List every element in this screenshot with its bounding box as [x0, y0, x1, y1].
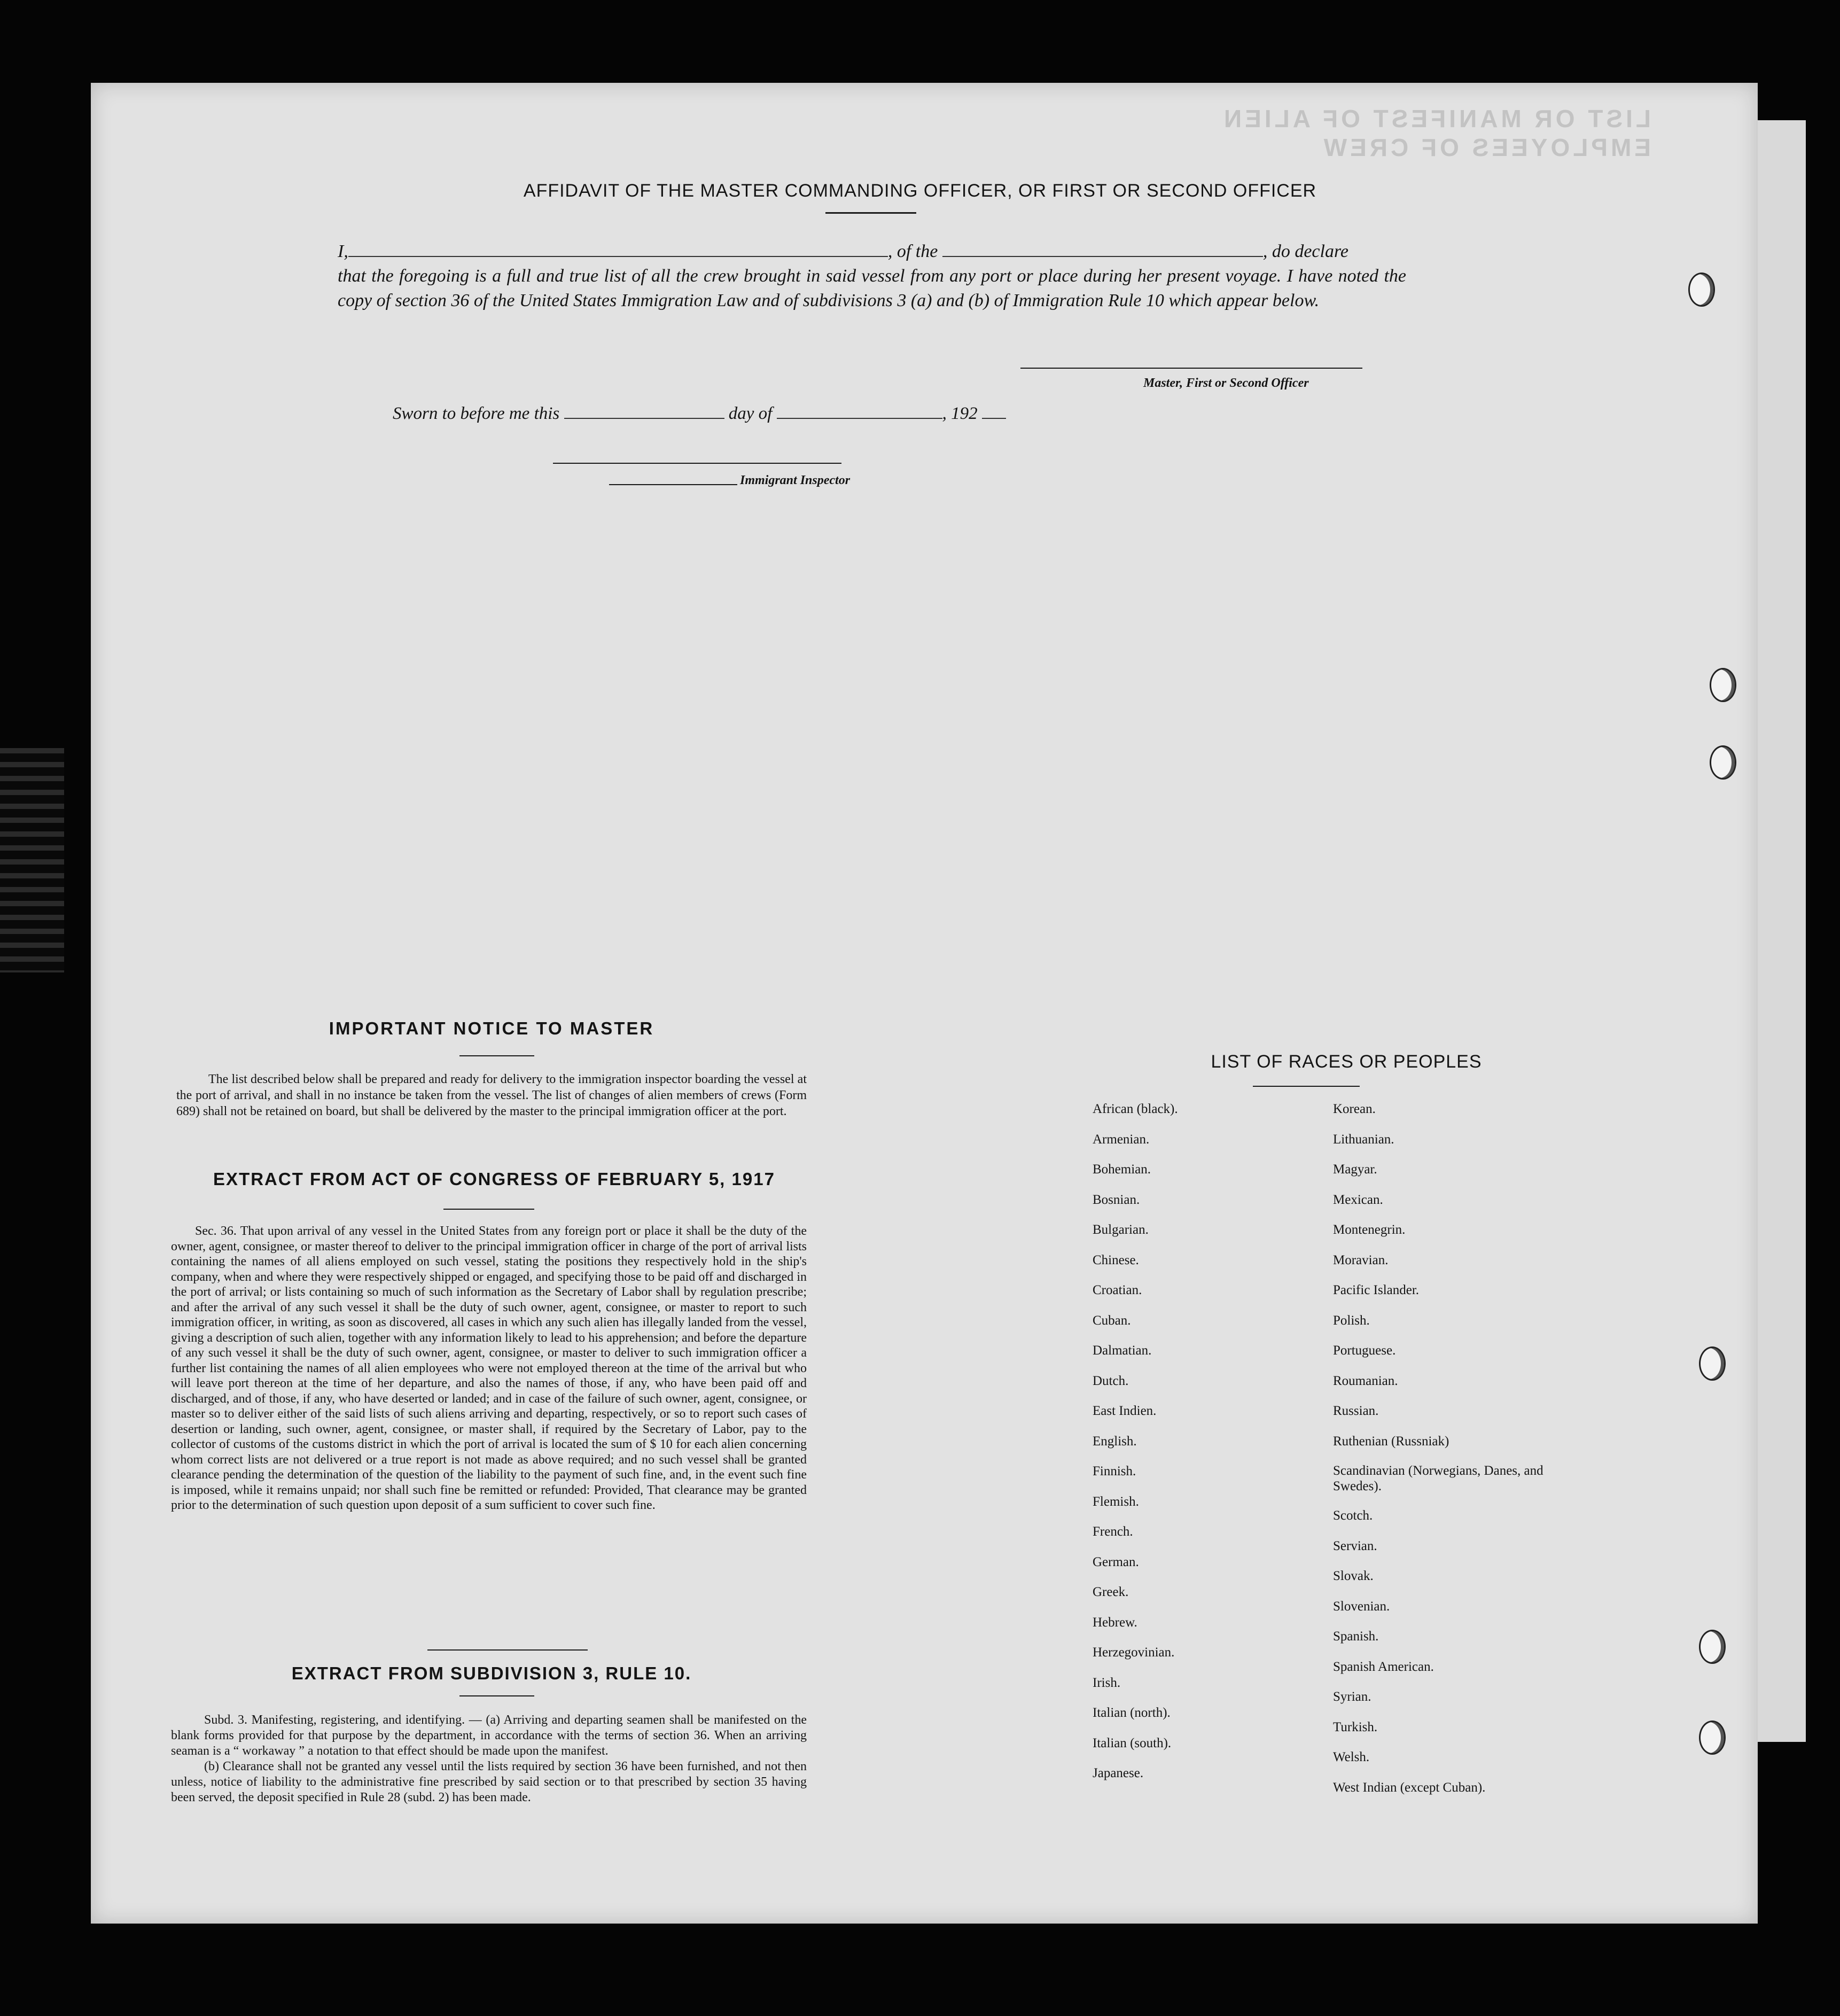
- punch-hole-icon: [1710, 745, 1736, 780]
- punch-hole-icon: [1699, 1346, 1726, 1381]
- race-item: German.: [1093, 1554, 1139, 1569]
- sworn-year-label: , 192: [942, 404, 978, 423]
- sworn-month-field[interactable]: [777, 402, 942, 419]
- declarant-prefix: I,: [338, 242, 348, 261]
- rule-para-a: Subd. 3. Manifesting, registering, and identifying. — (a) Arriving and departing seamen shall be manifested on the blank forms provided for that purpose by the department, in accordance with the terms of section 36. When an arriving seaman is a “ workaway ” a notation to that effect should be made upon the manifest.: [171, 1713, 807, 1758]
- race-item: Turkish.: [1333, 1719, 1378, 1734]
- punch-hole-icon: [1699, 1630, 1726, 1664]
- declare-suffix: , do declare: [1262, 242, 1349, 261]
- races-left-column: [1093, 1094, 1322, 1789]
- vessel-prefix: , of the: [887, 242, 938, 261]
- scan-artifact: [0, 748, 64, 972]
- sworn-day-field[interactable]: [564, 402, 724, 419]
- race-item: Welsh.: [1333, 1750, 1370, 1764]
- race-item: Flemish.: [1093, 1494, 1139, 1509]
- sworn-dayof-label: day of: [728, 404, 773, 423]
- race-item: East Indien.: [1093, 1404, 1157, 1418]
- race-item: Portuguese.: [1333, 1343, 1396, 1358]
- race-item: Dalmatian.: [1093, 1343, 1152, 1358]
- race-item: Hebrew.: [1093, 1615, 1137, 1630]
- inspector-label: Immigrant Inspector: [740, 473, 851, 487]
- race-item: Greek.: [1093, 1585, 1129, 1599]
- race-item: English.: [1093, 1434, 1137, 1449]
- races-rule: [1253, 1086, 1360, 1087]
- rule-body: [171, 1713, 807, 1805]
- race-item: Montenegrin.: [1333, 1223, 1406, 1237]
- race-item: West Indian (except Cuban).: [1333, 1780, 1486, 1795]
- notice-body: The list described below shall be prepared and ready for delivery to the immigration inspector boarding the vessel at the port of arrival, and shall in no instance be taken from the vessel. The list of changes of alien members of crews (Form 689) shall not be retained on board, but shall be delivered by the master to the principal immigration officer at the port.: [176, 1072, 807, 1118]
- race-item: Pacific Islander.: [1333, 1283, 1420, 1297]
- bleed-through-header: LIST OR MANIFEST OF ALIEN EMPLOYEES OF CREW: [1220, 105, 1651, 161]
- punch-hole-icon: [1699, 1721, 1726, 1755]
- race-item: Bohemian.: [1093, 1162, 1151, 1177]
- race-item: Italian (north).: [1093, 1706, 1171, 1720]
- punch-hole-icon: [1710, 668, 1736, 702]
- race-item: Roumanian.: [1333, 1373, 1398, 1388]
- sworn-line: [393, 402, 1006, 424]
- race-item: Japanese.: [1093, 1766, 1144, 1780]
- race-item: Finnish.: [1093, 1464, 1136, 1478]
- act-title: EXTRACT FROM ACT OF CONGRESS OF FEBRUARY 5, 1917: [213, 1169, 775, 1189]
- race-item: Polish.: [1333, 1313, 1370, 1328]
- affidavit-line1: [338, 239, 1406, 264]
- title-rule: [825, 212, 916, 214]
- act-body: Sec. 36. That upon arrival of any vessel in the United States from any foreign port or place it shall be the duty of the owner, agent, consignee, or master thereof to deliver to the principal immigration officer in charge of the port of arrival lists containing the names of all aliens employed on such vessel, stating the positions they respectively hold in the ship's company, when and where they were respectively shipped or engaged, and specifying those to be paid off and discharged in the port of arrival; or lists containing so much of such information as the Secretary of Labor shall by regulation prescribe; and after the arrival of any such vessel it shall be the duty of such owner, agent, consignee, or master to report to such immigration officer, in writing, as soon as discovered, all cases in which any such alien has illegally landed from the vessel, giving a description of such alien, together with any information likely to lead to his apprehension; and before the departure of any such vessel it shall be the duty of such owner, agent, consignee, or master to deliver to such immigration officer a further list containing the names of all alien employees who were not employed thereon at the time of the arrival but who will leave port thereon at the time of her departure, and also the names of those, if any, who have been paid off and discharged, and of those, if any, who have deserted or landed; and in case of the failure of such owner, agent, consignee, or master so to deliver either of the said lists of such aliens arriving and departing, respectively, or so to report such cases of desertion or landing, such owner, agent, consignee, or master shall, if required by the Secretary of Labor, pay to the collector of customs of the customs district in which the port of arrival is located the sum of $ 10 for each alien concerning whom correct lists are not delivered or a true report is not made as above required; and no such vessel shall be granted clearance pending the determination of the question of the liability to the payment of such fine, and, in the event such fine is imposed, while it remains unpaid; nor shall such fine be remitted or refunded: Provided, That clearance may be granted prior to the determination of such question upon deposit of a sum sufficient to cover such fine.: [171, 1224, 807, 1512]
- race-item: Slovak.: [1333, 1569, 1374, 1583]
- race-item: Servian.: [1333, 1538, 1377, 1553]
- race-item: Chinese.: [1093, 1252, 1139, 1267]
- vessel-name-field[interactable]: [942, 240, 1263, 257]
- affidavit-declaration: [338, 239, 1406, 313]
- races-right-column: [1333, 1094, 1568, 1803]
- inspector-signature-line[interactable]: [553, 463, 841, 464]
- race-item: Magyar.: [1333, 1162, 1377, 1177]
- sworn-year-field[interactable]: [982, 402, 1006, 419]
- race-item: Armenian.: [1093, 1132, 1150, 1147]
- races-title: LIST OF RACES OR PEOPLES: [1211, 1052, 1482, 1072]
- race-item: Slovenian.: [1333, 1599, 1390, 1614]
- race-item: Lithuanian.: [1333, 1132, 1394, 1147]
- race-item: Herzegovinian.: [1093, 1645, 1175, 1660]
- race-item: Moravian.: [1333, 1252, 1389, 1267]
- race-item: Bosnian.: [1093, 1192, 1140, 1207]
- race-item: Spanish American.: [1333, 1659, 1434, 1674]
- affidavit-title: AFFIDAVIT OF THE MASTER COMMANDING OFFICER, OR FIRST OR SECOND OFFICER: [523, 181, 1317, 201]
- declarant-name-field[interactable]: [348, 240, 888, 257]
- race-item: African (black).: [1093, 1102, 1178, 1116]
- notice-rule: [459, 1055, 534, 1056]
- punch-hole-icon: [1688, 273, 1715, 307]
- race-item: Korean.: [1333, 1102, 1376, 1116]
- rule-title-underline: [459, 1695, 534, 1696]
- race-item: Spanish.: [1333, 1629, 1379, 1644]
- inspector-underline: [609, 484, 737, 485]
- race-item: Cuban.: [1093, 1313, 1131, 1328]
- race-item: Scandinavian (Norwegians, Danes, and Swedes).: [1333, 1464, 1543, 1493]
- race-item: French.: [1093, 1524, 1133, 1539]
- master-signature-label: Master, First or Second Officer: [1143, 376, 1309, 390]
- race-item: Bulgarian.: [1093, 1223, 1149, 1237]
- race-item: Syrian.: [1333, 1690, 1371, 1704]
- race-item: Scotch.: [1333, 1508, 1373, 1523]
- race-item: Irish.: [1093, 1675, 1121, 1690]
- rule-para-b: (b) Clearance shall not be granted any vessel until the lists required by section 36 have been furnished, and not then unless, notice of liability to the administrative fine prescribed by said section or to that prescribed by section 35 having been served, the deposit specified in Rule 28 (subd. 2) has been made.: [171, 1760, 807, 1804]
- race-item: Dutch.: [1093, 1373, 1129, 1388]
- race-item: Mexican.: [1333, 1192, 1383, 1207]
- race-item: Italian (south).: [1093, 1735, 1172, 1750]
- sworn-prefix: Sworn to before me this: [393, 404, 560, 423]
- rule-title: EXTRACT FROM SUBDIVISION 3, RULE 10.: [291, 1663, 692, 1683]
- race-item: Ruthenian (Russniak): [1333, 1434, 1449, 1449]
- notice-title: IMPORTANT NOTICE TO MASTER: [329, 1018, 654, 1038]
- rule-separator: [427, 1649, 588, 1651]
- master-signature-line[interactable]: [1020, 368, 1362, 369]
- act-rule: [443, 1209, 534, 1210]
- race-item: Croatian.: [1093, 1283, 1142, 1297]
- race-item: Russian.: [1333, 1404, 1379, 1418]
- affidavit-body-text: that the foregoing is a full and true list of all the crew brought in said vessel from any port or place during her present voyage. I have noted the copy of section 36 of the United States Immigration Law and of subdivisions 3 (a) and (b) of Immigration Rule 10 which appear below.: [338, 266, 1406, 310]
